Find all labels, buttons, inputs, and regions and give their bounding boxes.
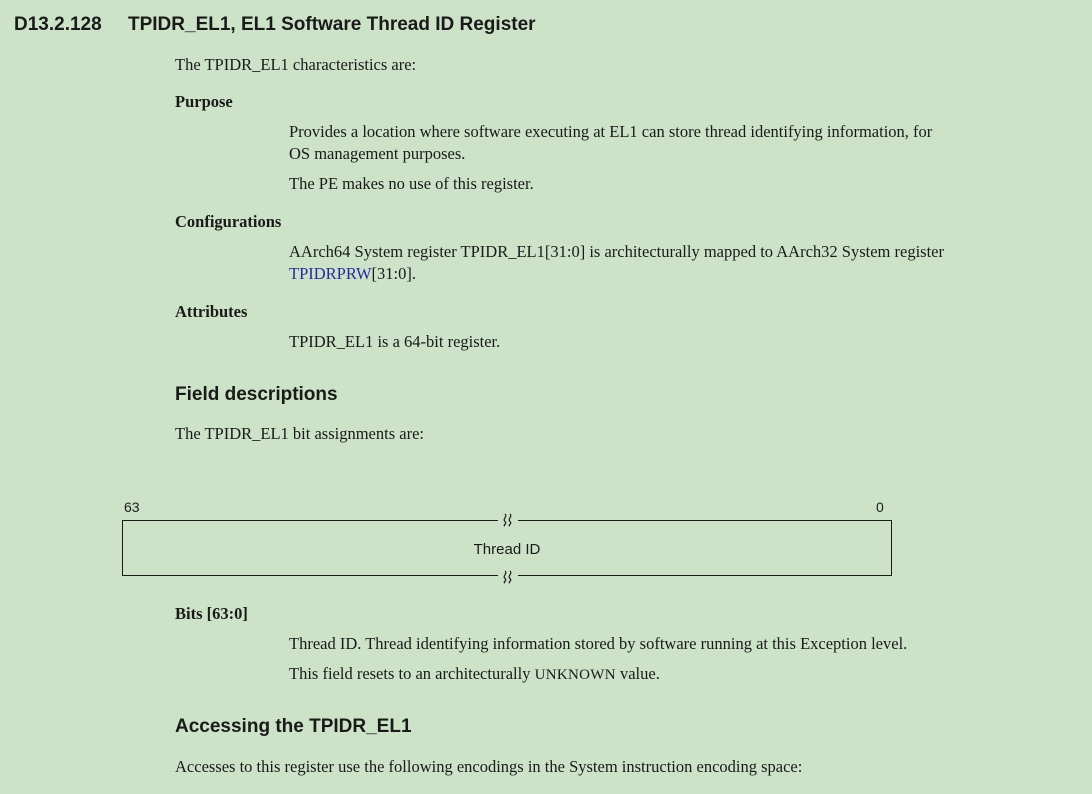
intro-text: The TPIDR_EL1 characteristics are: (175, 55, 417, 74)
bits-line-2-prefix: This field resets to an architecturally (289, 664, 535, 683)
configurations-text-line-2 (289, 263, 416, 285)
section-number: D13.2.128 (14, 14, 102, 35)
section-heading (14, 14, 536, 36)
break-squiggle-top-icon (498, 513, 518, 527)
register-field-thread-id: Thread ID (473, 541, 541, 558)
purpose-text-line-1: Provides a location where software executing at EL1 can store thread identifying information, for (289, 122, 933, 141)
purpose-text-line-3: The PE makes no use of this register. (289, 174, 534, 193)
bits-text-line-1: Thread ID. Thread identifying information stored by software running at this Exception level. (289, 634, 908, 653)
unknown-term: UNKNOWN (534, 667, 616, 683)
field-descriptions-text: The TPIDR_EL1 bit assignments are: (175, 424, 424, 443)
accessing-heading: Accessing the TPIDR_EL1 (175, 716, 412, 737)
attributes-text: TPIDR_EL1 is a 64-bit register. (289, 332, 501, 351)
break-squiggle-bottom-icon (498, 570, 518, 584)
register-diagram (122, 520, 892, 576)
purpose-label: Purpose (175, 92, 233, 111)
bits-line-2-suffix: value. (615, 664, 660, 683)
configurations-link-suffix: [31:0]. (371, 264, 416, 283)
bit-number-low: 0 (876, 499, 884, 515)
attributes-label: Attributes (175, 302, 248, 321)
bits-text-line-2 (289, 663, 660, 686)
configurations-label: Configurations (175, 212, 282, 231)
tpidrprw-link[interactable]: TPIDRPRW (289, 264, 372, 283)
bits-label: Bits [63:0] (175, 604, 248, 623)
bit-number-high: 63 (124, 499, 140, 515)
accessing-text: Accesses to this register use the following encodings in the System instruction encoding space: (175, 757, 803, 776)
field-descriptions-heading: Field descriptions (175, 384, 338, 405)
purpose-text-line-2: OS management purposes. (289, 144, 466, 163)
section-title: TPIDR_EL1, EL1 Software Thread ID Register (128, 14, 536, 35)
configurations-text-line-1: AArch64 System register TPIDR_EL1[31:0] is architecturally mapped to AArch32 System register (289, 242, 944, 261)
